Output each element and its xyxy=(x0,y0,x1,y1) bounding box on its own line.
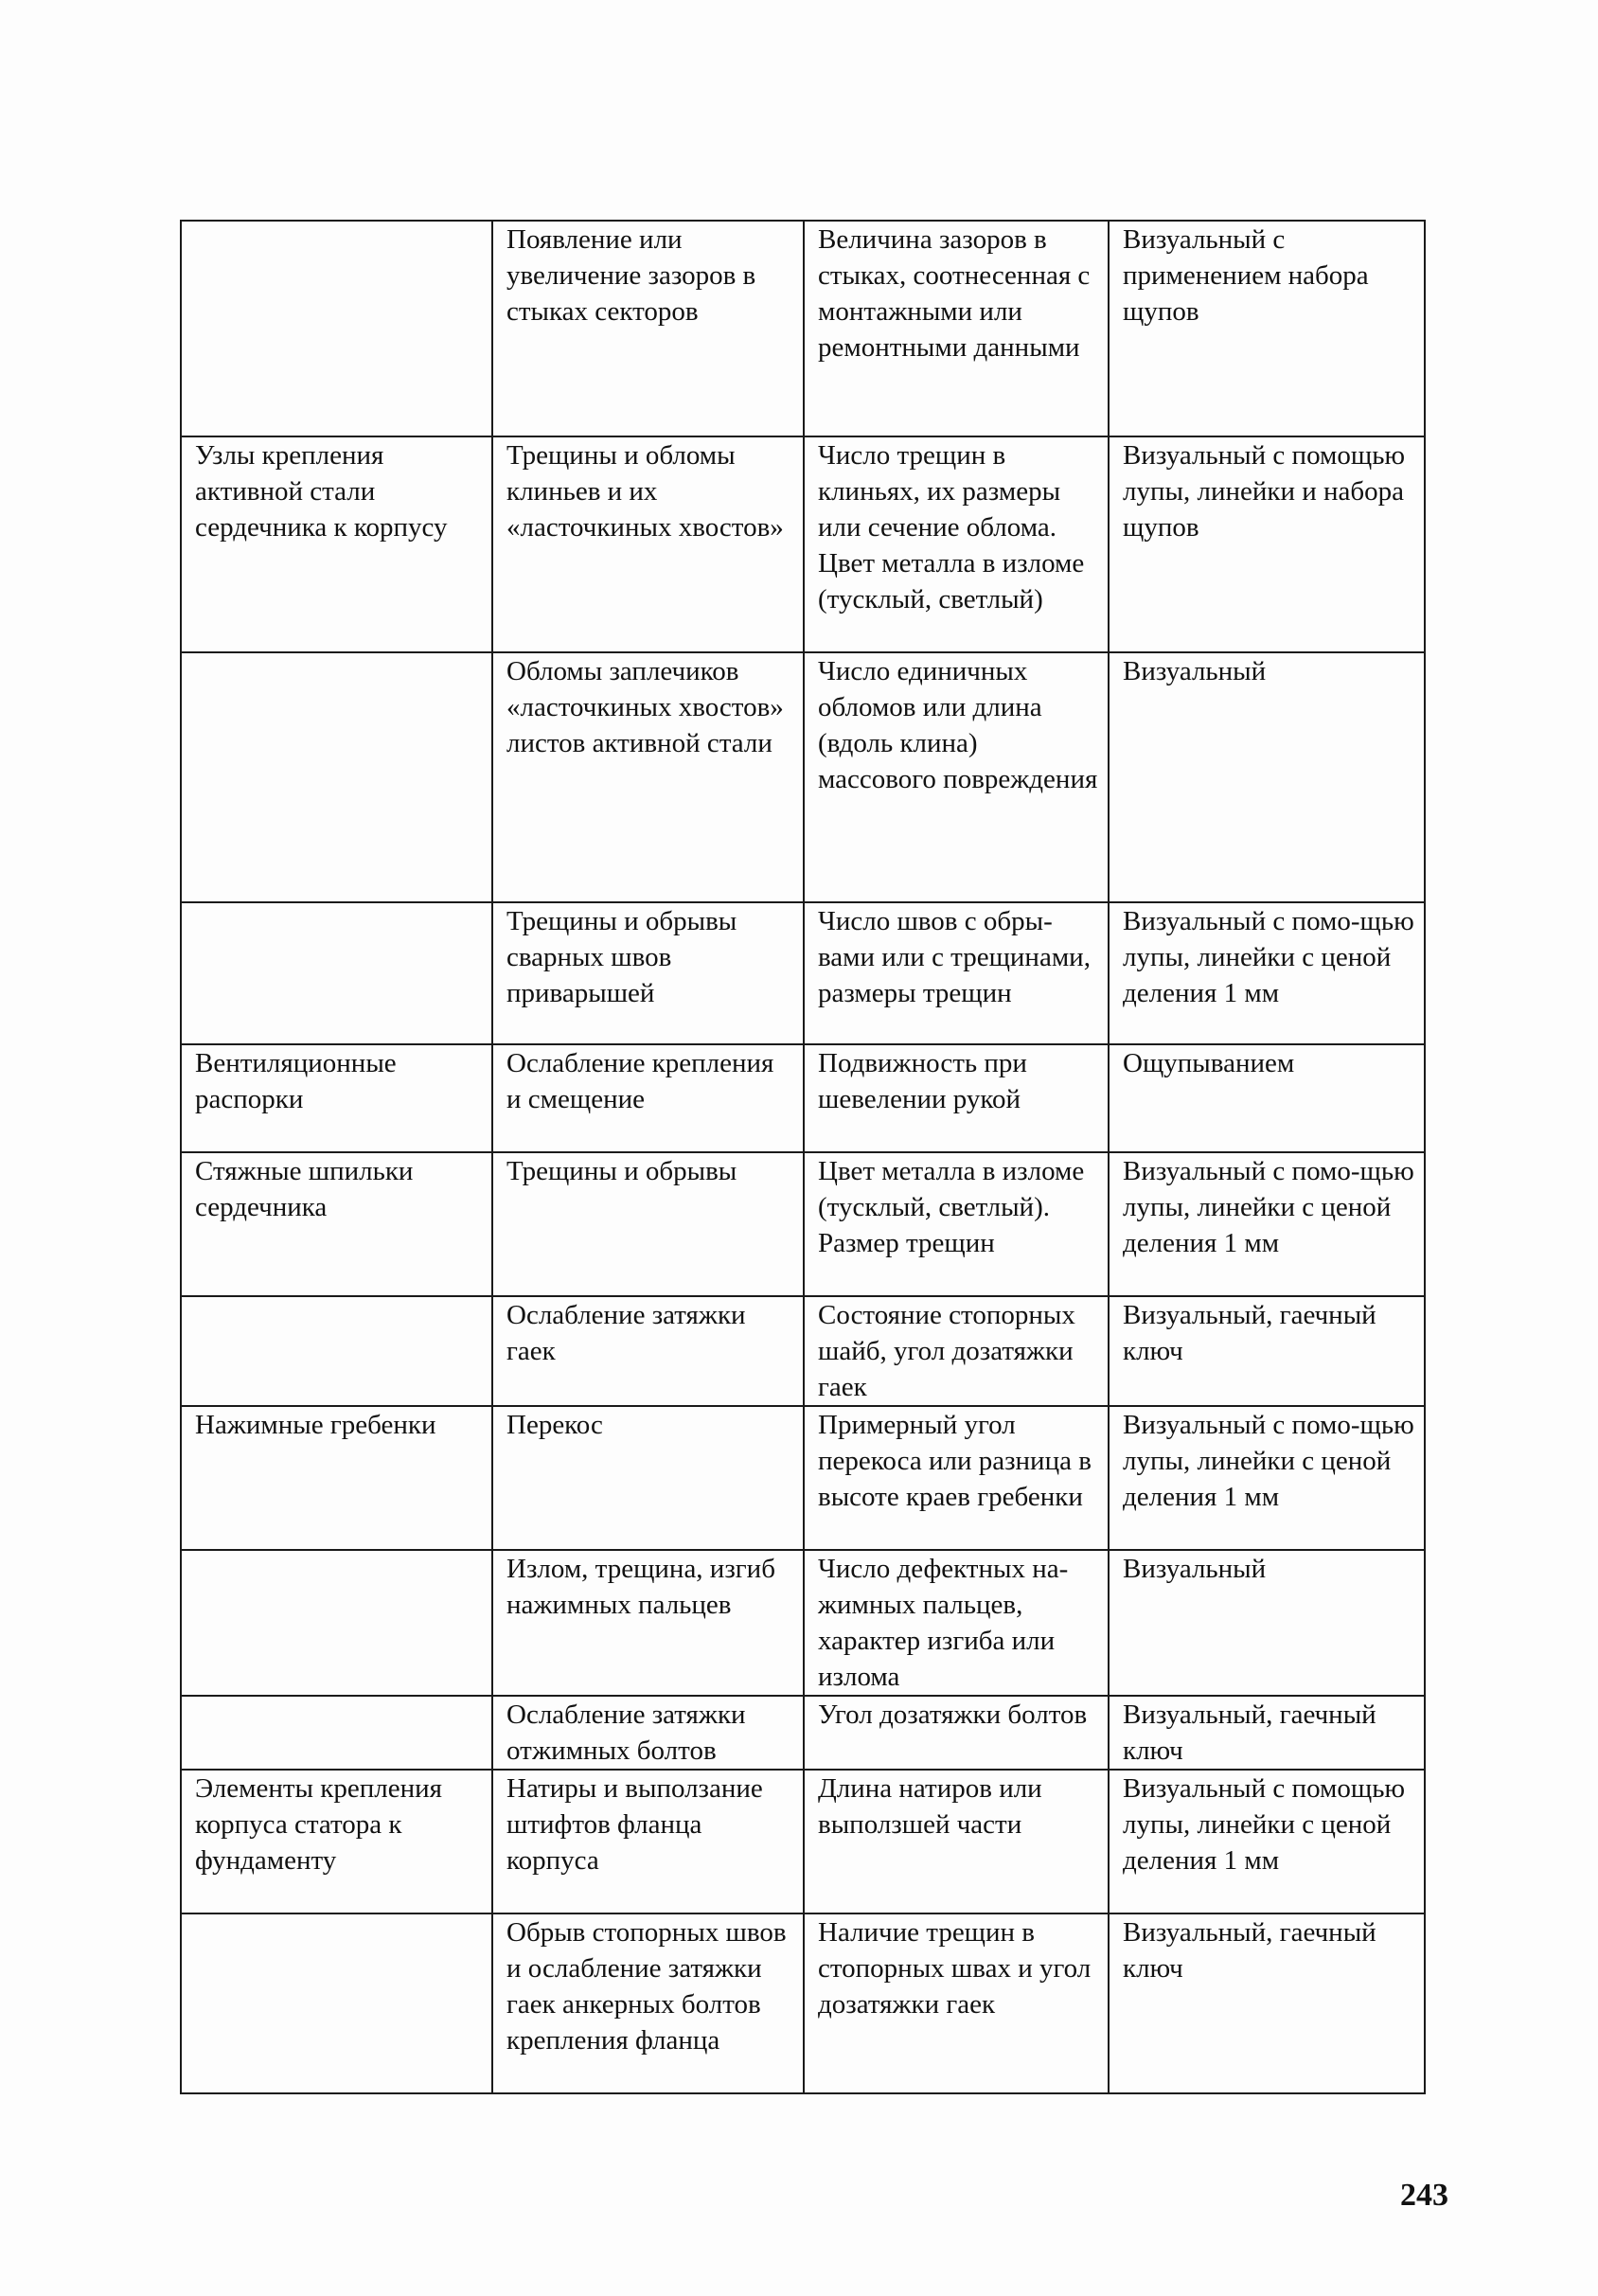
parameter-cell: Число швов с обры-вами или с трещинами, размеры трещин xyxy=(804,902,1109,1044)
method-cell: Визуальный с помо-щью лупы, линейки с ценой деления 1 мм xyxy=(1109,1152,1425,1296)
page-number: 243 xyxy=(1400,2178,1448,2213)
unit-cell: Элементы крепления корпуса статора к фундаменту xyxy=(181,1770,492,1913)
parameter-cell: Состояние стопорных шайб, угол дозатяжки гаек xyxy=(804,1296,1109,1406)
table-row xyxy=(181,1770,1425,1913)
unit-cell: Нажимные гребенки xyxy=(181,1406,492,1550)
method-cell: Визуальный, гаечный ключ xyxy=(1109,1913,1425,2093)
method-cell: Ощупыванием xyxy=(1109,1044,1425,1152)
unit-cell: Узлы крепления активной стали сердечника к корпусу xyxy=(181,436,492,652)
parameter-cell: Примерный угол перекоса или разница в высоте краев гребенки xyxy=(804,1406,1109,1550)
method-cell: Визуальный xyxy=(1109,652,1425,902)
parameter-cell: Наличие трещин в стопорных швах и угол дозатяжки гаек xyxy=(804,1913,1109,2093)
parameter-cell: Длина натиров или выползшей части xyxy=(804,1770,1109,1913)
parameter-cell: Цвет металла в изломе (тусклый, светлый). Размер трещин xyxy=(804,1152,1109,1296)
method-cell: Визуальный, гаечный ключ xyxy=(1109,1696,1425,1770)
table-row xyxy=(181,1696,1425,1770)
unit-cell xyxy=(181,1913,492,2093)
defect-cell: Трещины и обрывы сварных швов приварышей xyxy=(492,902,804,1044)
method-cell: Визуальный, гаечный ключ xyxy=(1109,1296,1425,1406)
defect-cell: Ослабление затяжки гаек xyxy=(492,1296,804,1406)
parameter-cell: Число дефектных на-жимных пальцев, характер изгиба или излома xyxy=(804,1550,1109,1696)
parameter-cell: Подвижность при шевелении рукой xyxy=(804,1044,1109,1152)
table-row xyxy=(181,1913,1425,2093)
table-row xyxy=(181,1406,1425,1550)
defect-cell: Ослабление затяжки отжимных болтов xyxy=(492,1696,804,1770)
method-cell: Визуальный с помо-щью лупы, линейки с ценой деления 1 мм xyxy=(1109,902,1425,1044)
table-row xyxy=(181,652,1425,902)
defect-cell: Обрыв стопорных швов и ослабление затяжки гаек анкерных болтов крепления фланца xyxy=(492,1913,804,2093)
unit-cell xyxy=(181,652,492,902)
unit-cell xyxy=(181,902,492,1044)
parameter-cell: Угол дозатяжки болтов xyxy=(804,1696,1109,1770)
table-row xyxy=(181,902,1425,1044)
defect-cell: Натиры и выползание штифтов фланца корпуса xyxy=(492,1770,804,1913)
parameter-cell: Величина зазоров в стыках, соотнесенная с монтажными или ремонтными данными xyxy=(804,221,1109,436)
parameter-cell: Число единичных обломов или длина (вдоль клина) массового повреждения xyxy=(804,652,1109,902)
defect-cell: Ослабление крепления и смещение xyxy=(492,1044,804,1152)
inspection-table xyxy=(180,220,1426,2094)
unit-cell xyxy=(181,221,492,436)
unit-cell xyxy=(181,1696,492,1770)
method-cell: Визуальный с помощью лупы, линейки с ценой деления 1 мм xyxy=(1109,1770,1425,1913)
table-row xyxy=(181,221,1425,436)
table-row xyxy=(181,1044,1425,1152)
method-cell: Визуальный с помо-щью лупы, линейки с ценой деления 1 мм xyxy=(1109,1406,1425,1550)
defect-cell: Перекос xyxy=(492,1406,804,1550)
defect-cell: Трещины и обломы клиньев и их «ласточкиных хвостов» xyxy=(492,436,804,652)
table-row xyxy=(181,436,1425,652)
table-row xyxy=(181,1152,1425,1296)
unit-cell xyxy=(181,1296,492,1406)
method-cell: Визуальный xyxy=(1109,1550,1425,1696)
method-cell: Визуальный с помощью лупы, линейки и набора щупов xyxy=(1109,436,1425,652)
defect-cell: Трещины и обрывы xyxy=(492,1152,804,1296)
defect-cell: Появление или увеличение зазоров в стыках секторов xyxy=(492,221,804,436)
parameter-cell: Число трещин в клиньях, их размеры или сечение облома. Цвет металла в изломе (тусклый, светлый) xyxy=(804,436,1109,652)
unit-cell: Стяжные шпильки сердечника xyxy=(181,1152,492,1296)
unit-cell: Вентиляционные распорки xyxy=(181,1044,492,1152)
defect-cell: Излом, трещина, изгиб нажимных пальцев xyxy=(492,1550,804,1696)
unit-cell xyxy=(181,1550,492,1696)
table-row xyxy=(181,1296,1425,1406)
method-cell: Визуальный с применением набора щупов xyxy=(1109,221,1425,436)
defect-cell: Обломы заплечиков «ласточкиных хвостов» листов активной стали xyxy=(492,652,804,902)
table-row xyxy=(181,1550,1425,1696)
